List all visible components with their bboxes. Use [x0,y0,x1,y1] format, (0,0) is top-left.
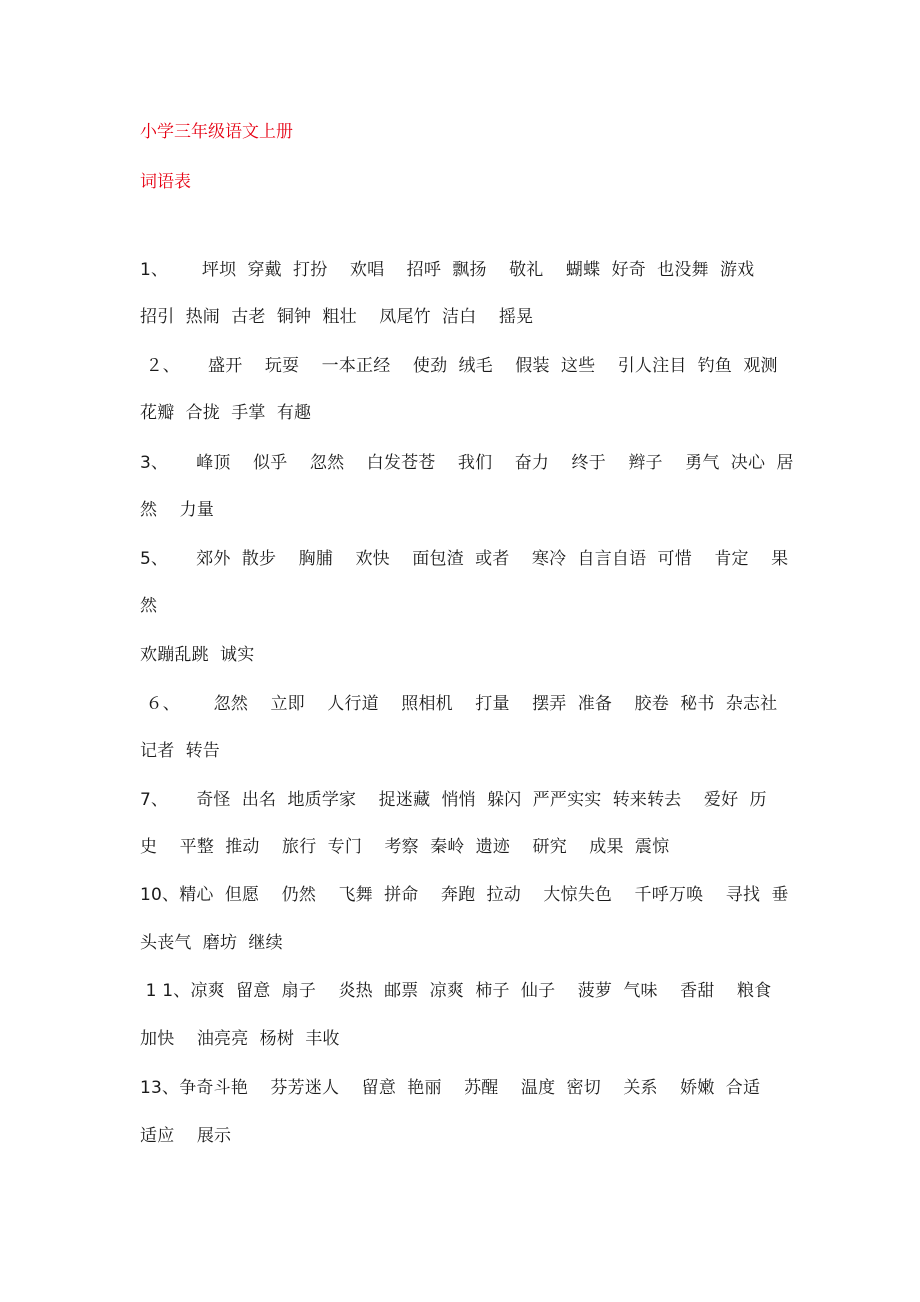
text-line: 3、 峰顶 似乎 忽然 白发苍苍 我们 奋力 终于 辫子 勇气 决心 居 [140,453,794,473]
text-line: 5、 郊外 散步 胸脯 欢快 面包渣 或者 寒冷 自言自语 可惜 肯定 果 [140,549,789,569]
text-line: 然 力量 [140,500,215,520]
page-title: 小学三年级语文上册 [140,122,293,142]
text-line: ６、 忽然 立即 人行道 照相机 打量 摆弄 准备 胶卷 秘书 杂志社 [140,694,778,714]
text-line: 花瓣 合拢 手掌 有趣 [140,403,312,423]
section-subtitle: 词语表 [140,172,191,192]
text-line: 加快 油亮亮 杨树 丰收 [140,1029,340,1049]
text-line: 适应 展示 [140,1126,232,1146]
text-line: 招引 热闹 古老 铜钟 粗壮 凤尾竹 洁白 摇晃 [140,307,534,327]
text-line: 然 [140,596,158,616]
text-line: 10、精心 但愿 仍然 飞舞 拼命 奔跑 拉动 大惊失色 千呼万唤 寻找 垂 [140,885,789,905]
text-line: 1 1、凉爽 留意 扇子 炎热 邮票 凉爽 柿子 仙子 菠萝 气味 香甜 粮食 [140,981,772,1001]
text-line: 13、争奇斗艳 芬芳迷人 留意 艳丽 苏醒 温度 密切 关系 娇嫩 合适 [140,1078,761,1098]
text-line: 记者 转告 [140,741,221,761]
text-line: 1、 坪坝 穿戴 打扮 欢唱 招呼 飘扬 敬礼 蝴蝶 好奇 也没舞 游戏 [140,260,755,280]
text-line: 7、 奇怪 出名 地质学家 捉迷藏 悄悄 躲闪 严严实实 转来转去 爱好 历 [140,790,767,810]
text-line: 史 平整 推动 旅行 专门 考察 秦岭 遗迹 研究 成果 震惊 [140,837,670,857]
text-line: 欢蹦乱跳 诚实 [140,645,255,665]
text-line: 头丧气 磨坊 继续 [140,933,283,953]
text-line: ２、 盛开 玩耍 一本正经 使劲 绒毛 假装 这些 引人注目 钓鱼 观测 [140,356,778,376]
